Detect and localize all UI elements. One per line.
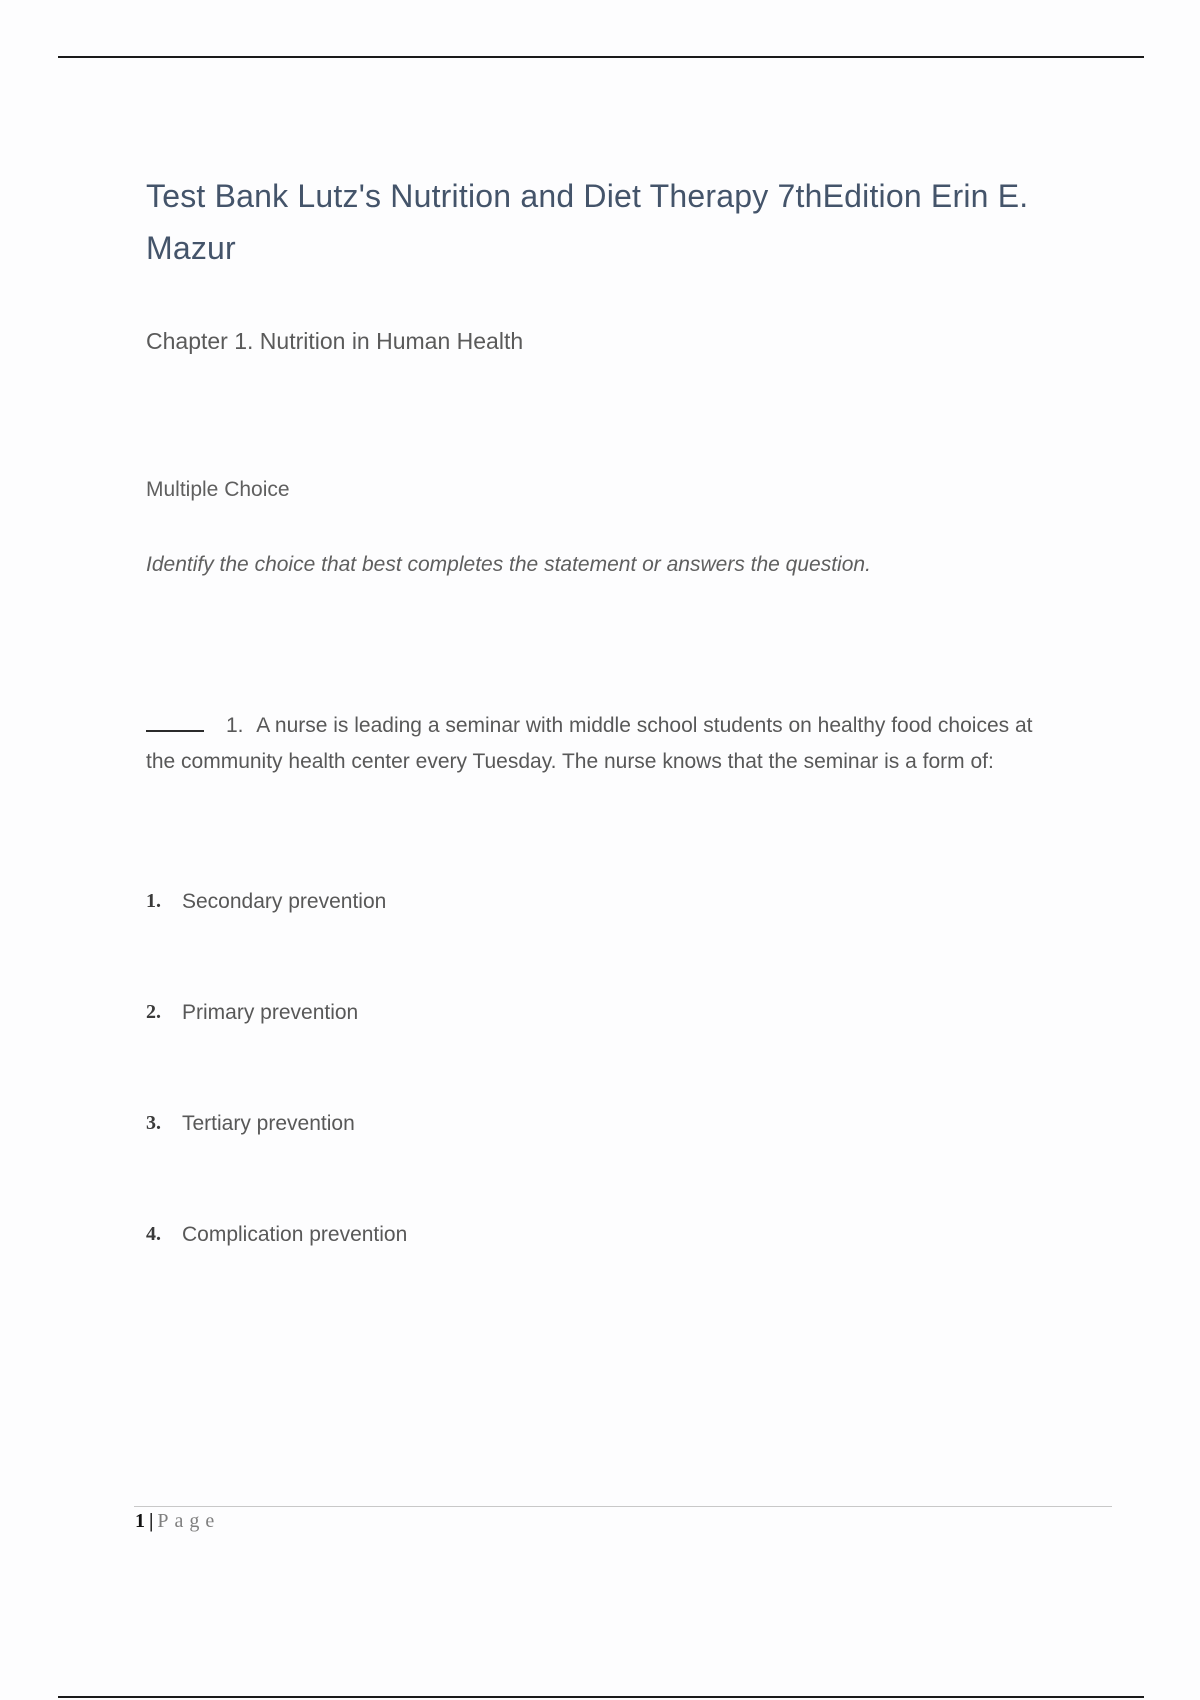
chapter-heading: Chapter 1. Nutrition in Human Health	[146, 328, 524, 354]
option-text: Secondary prevention	[182, 890, 387, 913]
option-item	[146, 1001, 407, 1112]
page-label: Page	[157, 1510, 221, 1532]
option-number: 1.	[146, 890, 161, 912]
option-number: 2.	[146, 1001, 161, 1023]
option-item	[146, 1223, 407, 1334]
page-number: 1	[135, 1510, 145, 1532]
option-item	[146, 890, 407, 1001]
bottom-border-rule	[58, 1696, 1144, 1698]
page-footer	[135, 1510, 220, 1533]
option-number: 3.	[146, 1112, 161, 1134]
option-number: 4.	[146, 1223, 161, 1245]
option-text: Complication prevention	[182, 1223, 408, 1246]
footer-separator: |	[149, 1510, 154, 1532]
question-text: A nurse is leading a seminar with middle school students on healthy food choices at the community health center every Tuesday. The nurse knows that the seminar is a form of:	[146, 714, 1033, 773]
option-item	[146, 1112, 407, 1223]
option-text: Tertiary prevention	[182, 1112, 355, 1135]
top-border-rule	[58, 56, 1144, 58]
document-title: Test Bank Lutz's Nutrition and Diet Therapy 7thEdition Erin E. Mazur	[146, 178, 1029, 266]
option-text: Primary prevention	[182, 1001, 359, 1024]
question-number: 1.	[226, 714, 244, 737]
answer-blank[interactable]	[146, 708, 204, 732]
section-heading: Multiple Choice	[146, 478, 290, 501]
answer-options	[146, 890, 407, 1334]
footer-divider	[134, 1506, 1112, 1507]
question-block	[146, 708, 1046, 780]
instructions-text: Identify the choice that best completes the statement or answers the question.	[146, 553, 871, 576]
